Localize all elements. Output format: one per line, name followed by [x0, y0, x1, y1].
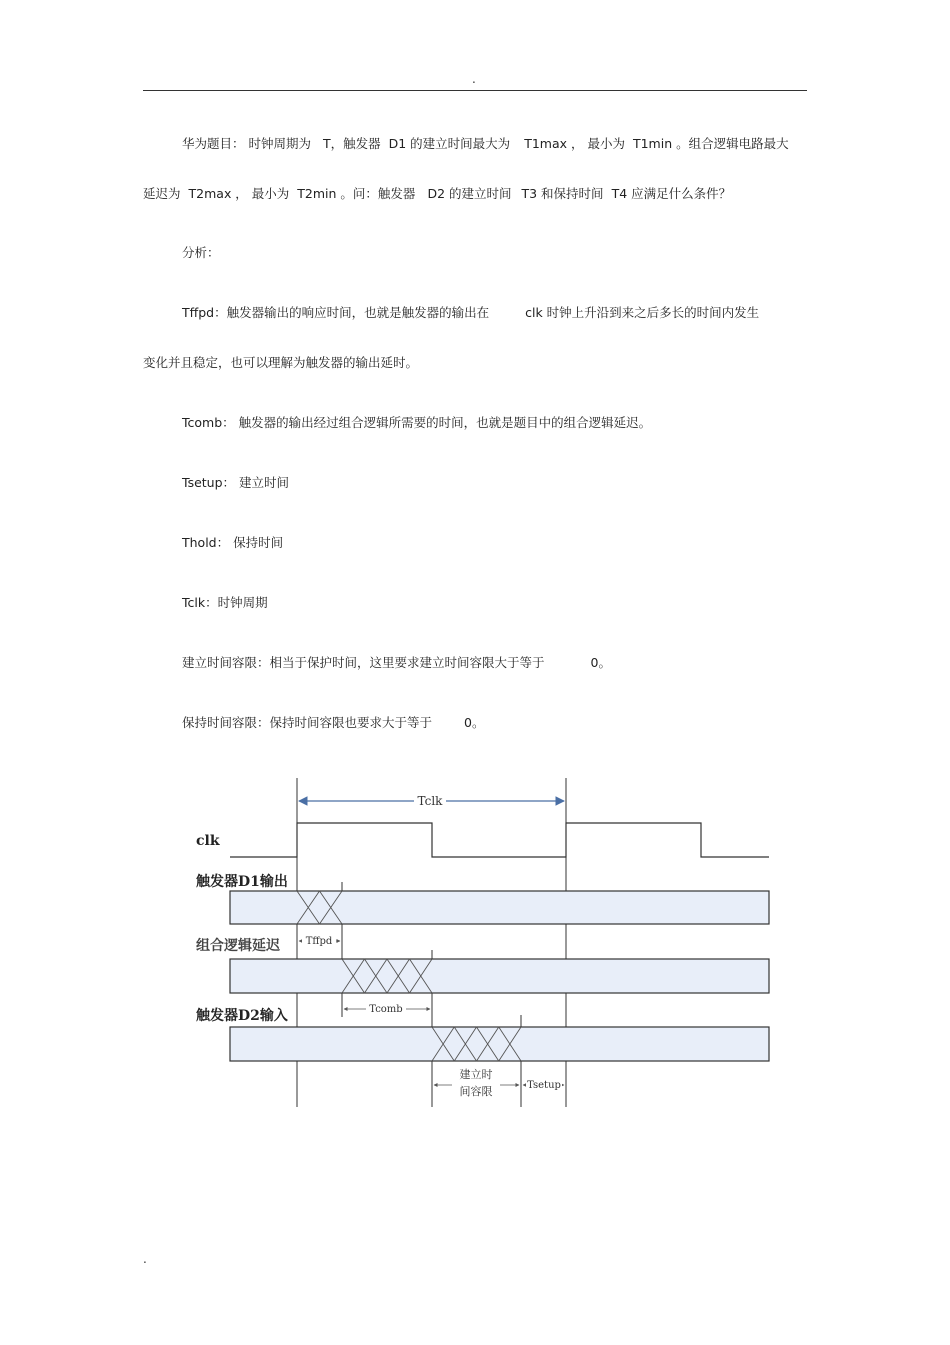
def-tcomb: Tcomb： 触发器的输出经过组合逻辑所需要的时间，也就是题目中的组合逻辑延迟。 [182, 415, 652, 430]
q1-c: D1 的建立时间最大为 [388, 136, 511, 151]
comb-delay-label: 组合逻辑延迟 [196, 938, 280, 954]
tcomb-label: Tcomb [369, 1004, 403, 1015]
q2-a: 延迟为 [143, 186, 181, 201]
def-tffpd-a: Tffpd：触发器输出的响应时间，也就是触发器的输出在 [182, 305, 490, 320]
q2-e: T3 和保持时间 [521, 186, 604, 201]
setup-margin-a: 建立时间容限：相当于保护时间，这里要求建立时间容限大于等于 [182, 655, 545, 670]
def-tclk: Tclk：时钟周期 [182, 595, 268, 610]
header-mark: . [472, 72, 476, 86]
setup-margin-label-2: 间容限 [459, 1085, 493, 1098]
clk-waveform [230, 823, 769, 857]
clk-label: clk [196, 833, 220, 849]
tsetup-label: Tsetup [527, 1080, 561, 1091]
def-tsetup: Tsetup： 建立时间 [182, 475, 290, 490]
q1-a: 华为题目： 时钟周期为 [182, 136, 311, 151]
def-thold: Thold： 保持时间 [182, 535, 284, 550]
d1-output-label: 触发器D1输出 [196, 874, 288, 890]
def-tffpd-b: clk 时钟上升沿到来之后多长的时间内发生 [525, 305, 760, 320]
d1-output-bar [230, 891, 769, 924]
q2-c: T2min 。问：触发器 [297, 186, 416, 201]
comb-delay-bar [230, 959, 769, 993]
q1-b: T，触发器 [322, 136, 381, 151]
q2-d: D2 的建立时间 [427, 186, 512, 201]
tffpd-label: Tffpd [305, 936, 333, 947]
q2-b: T2max ， 最小为 [188, 186, 290, 201]
d2-input-bar [230, 1027, 769, 1061]
analysis-heading: 分析： [182, 245, 220, 260]
q1-d: T1max ， 最小为 [524, 136, 625, 151]
hold-margin-a: 保持时间容限：保持时间容限也要求大于等于 [182, 715, 433, 730]
q1-e: T1min 。组合逻辑电路最大 [632, 136, 789, 151]
hold-margin-b: 0。 [464, 715, 485, 730]
d2-input-label: 触发器D2输入 [196, 1008, 288, 1024]
footer-mark: . [143, 1252, 147, 1266]
setup-margin-label-1: 建立时 [459, 1068, 493, 1081]
q2-f: T4 应满足什么条件？ [611, 186, 732, 201]
def-tffpd-line-2: 变化并且稳定，也可以理解为触发器的输出延时。 [143, 355, 419, 370]
setup-margin-b: 0。 [590, 655, 611, 670]
tclk-label: Tclk [417, 794, 443, 808]
